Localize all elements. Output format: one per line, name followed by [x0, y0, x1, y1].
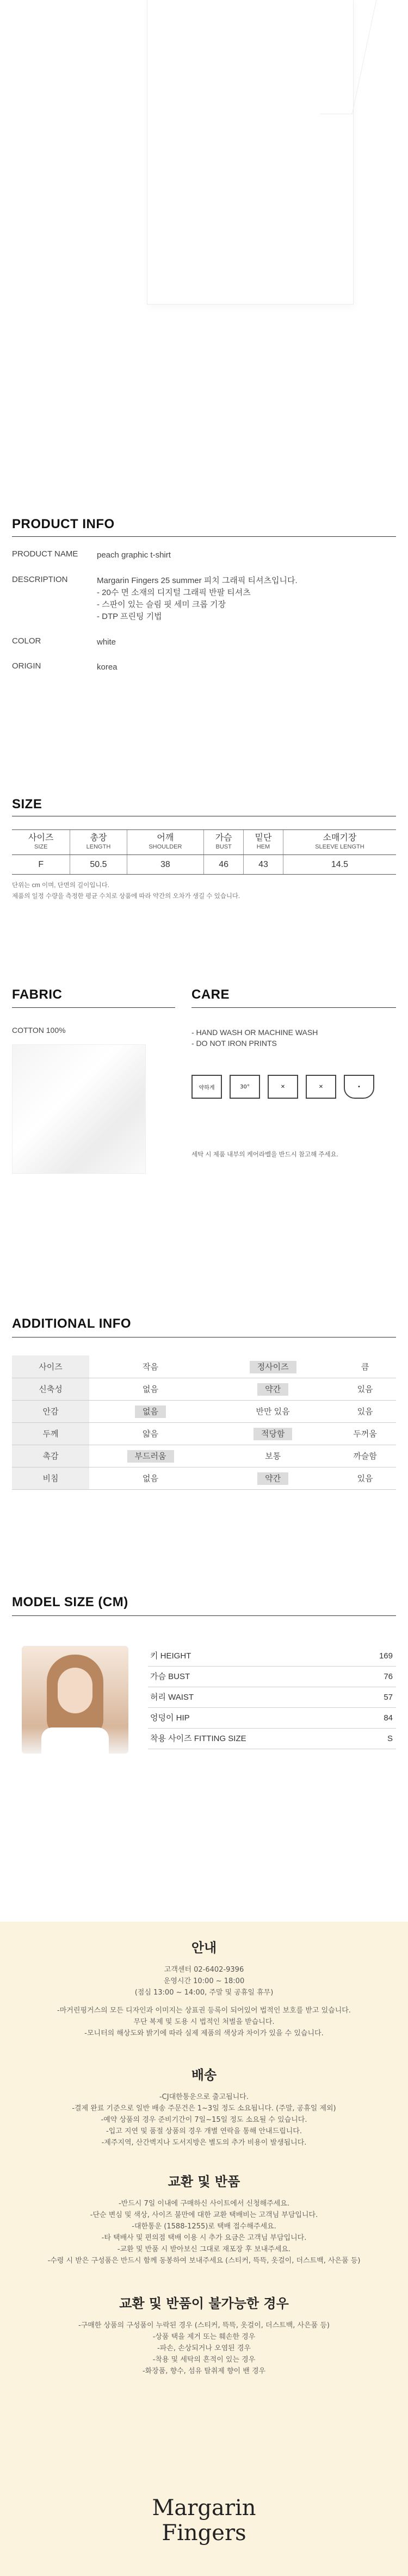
attr-option-selected: 약간 — [212, 1467, 334, 1489]
exchange-text: -반드시 7일 이내에 구매하신 사이트에서 신청해주세요. -단순 변심 및 색상, 사이즈 불만에 대한 교환 택배비는 고객님 부담입니다. -대한통운 (1588-1255)로 택배 접수해주세요. -타 택배사 및 편의점 택배 이용 시 추가 요금은 고객님 부담입니다. -교환 및 반품 시 받아보신 그대로 재포장 후 보내주세요. -수령 시 받은 구성품은 반드시 함께 동봉하여 보내주세요 (스티커, 뜩뜩, 옷걸이, 더스트백, 사은품 등) — [47, 2200, 361, 2265]
shoulder-header: 어깨 SHOULDER — [127, 830, 204, 855]
description-value — [97, 575, 391, 623]
attr-option-selected: 정사이즈 — [212, 1355, 334, 1378]
care-icons — [191, 1075, 374, 1099]
bust-header: 가슴 BUST — [204, 830, 244, 855]
guide-title: 안내 — [191, 1940, 217, 1955]
attr-option: 있음 — [334, 1378, 396, 1400]
care-item: - DO NOT IRON PRINTS — [191, 1039, 277, 1048]
additional-info-table — [12, 1355, 396, 1490]
hand-wash-icon: 약하게 — [191, 1075, 222, 1099]
table-row — [12, 1467, 396, 1489]
size-header: 사이즈 SIZE — [12, 830, 70, 855]
attr-label: 촉감 — [12, 1445, 89, 1467]
iron-low-icon: • — [344, 1075, 374, 1099]
model-face — [58, 1668, 92, 1713]
wash-30-icon: 30° — [230, 1075, 260, 1099]
model-row-height: 키 HEIGHT 169 — [148, 1646, 396, 1667]
size-note: 단위는 cm 이며, 단면의 길이입니다. — [12, 882, 109, 889]
fabric-composition: COTTON 100% — [12, 1026, 66, 1035]
attr-option-selected: 약간 — [212, 1378, 334, 1400]
description-line: - DTP 프린팅 기법 — [97, 612, 162, 621]
attr-option: 얇음 — [89, 1422, 212, 1445]
shipping-text: -CJ대한통운으로 출고됩니다. -결제 완료 기준으로 일반 배송 주문건은 1~3일 정도 소요됩니다. (주말, 공휴일 제외) -예약 상품의 경우 준비기간이 7일~15일 정도 소요될 수 있습니다. -입고 지연 및 품절 상품의 경우 개별 연락을 통해 안내드립니다. -제주지역, 산간벽지나 도서지방은 별도의 추가 비용이 발생됩니다. — [72, 2093, 336, 2147]
hem-cell: 43 — [244, 855, 283, 875]
care-item: - HAND WASH OR MACHINE WASH — [191, 1028, 318, 1037]
divider — [12, 1615, 396, 1616]
attr-option: 보통 — [212, 1445, 334, 1467]
attr-label: 비침 — [12, 1467, 89, 1489]
shipping-title: 배송 — [191, 2067, 217, 2083]
product-name-key: PRODUCT NAME — [12, 549, 78, 559]
model-top — [41, 1727, 109, 1754]
table-row — [12, 1422, 396, 1445]
origin-value: korea — [97, 662, 118, 672]
color-value: white — [97, 637, 116, 647]
attr-label: 신축성 — [12, 1378, 89, 1400]
model-row-hip: 엉덩이 HIP 84 — [148, 1708, 396, 1729]
bust-cell: 46 — [204, 855, 244, 875]
table-row — [12, 855, 396, 875]
attr-option-selected: 부드러움 — [89, 1445, 212, 1467]
description-line: Margarin Fingers 25 summer 피치 그래픽 티셔츠입니다. — [97, 576, 298, 585]
origin-key: ORIGIN — [12, 661, 41, 671]
attr-option: 없음 — [89, 1378, 212, 1400]
shoulder-cell: 38 — [127, 855, 204, 875]
fabric-closeup-image — [12, 1044, 146, 1174]
divider — [12, 536, 396, 537]
impossible-text: -구매한 상품의 구성품이 누락된 경우 (스티커, 뜩뜩, 옷걸이, 더스트백, 사은품 등) -상품 택을 제거 또는 훼손한 경우 -파손, 손상되거나 오염된 경우 -착용 및 세탁의 흔적이 있는 경우 -화장품, 향수, 섬유 탈취제 향이 밴 경우 — [78, 2321, 330, 2375]
description-key: DESCRIPTION — [12, 575, 68, 584]
brand-logo: Margarin Fingers — [152, 2496, 256, 2546]
table-row — [12, 1445, 396, 1467]
attr-label: 사이즈 — [12, 1355, 89, 1378]
guide-text: 고객센터 02-6402-9396 운영시간 10:00 ~ 18:00 (점심 13:00 ~ 14:00, 주말 및 공휴일 휴무) -마거린핑거스의 모든 디자인과 이미지는 상표권 등록이 되어있어 법적인 보호를 받고 있습니다. 무단 복제 및 도용 시 법적인 처벌을 받습니다. -모니터의 해상도와 밝기에 따라 실제 제품의 색상과 차이가 있을 수 있습니다. — [57, 1966, 351, 2038]
attr-label: 안감 — [12, 1400, 89, 1422]
table-row — [12, 1378, 396, 1400]
attr-label: 두께 — [12, 1422, 89, 1445]
no-bleach-icon: ✕ — [268, 1075, 298, 1099]
product-photo — [0, 0, 408, 305]
care-note: 세탁 시 제품 내부의 케어라벨을 반드시 참고해 주세요. — [191, 1151, 338, 1158]
table-row — [12, 1355, 396, 1378]
size-title: SIZE — [12, 797, 42, 812]
description-line: - 20수 면 소재의 디지털 그래픽 반팔 티셔츠 — [97, 588, 251, 597]
size-note: 제품의 일정 수량을 측정한 평균 수치로 상품에 따라 약간의 오차가 생길 수 있습니다. — [12, 893, 240, 900]
description-line: - 스판이 있는 슬림 핏 세미 크롭 기장 — [97, 600, 226, 609]
care-title: CARE — [191, 987, 230, 1002]
length-header: 총장 LENGTH — [70, 830, 127, 855]
attr-option-selected: 적당함 — [212, 1422, 334, 1445]
tshirt-body — [147, 0, 354, 305]
no-tumble-dry-icon: ✕ — [306, 1075, 336, 1099]
product-info-title: PRODUCT INFO — [12, 517, 115, 531]
attr-option: 반만 있음 — [212, 1400, 334, 1422]
attr-option: 있음 — [334, 1400, 396, 1422]
length-cell: 50.5 — [70, 855, 127, 875]
sleeve-length-cell: 14.5 — [283, 855, 396, 875]
hem-header: 밑단 HEM — [244, 830, 283, 855]
product-name-value: peach graphic t-shirt — [97, 550, 171, 560]
attr-option: 있음 — [334, 1467, 396, 1489]
model-photo — [22, 1646, 128, 1754]
attr-option: 없음 — [89, 1467, 212, 1489]
size-table — [12, 829, 396, 875]
model-row-waist: 허리 WAIST 57 — [148, 1687, 396, 1708]
exchange-title: 교환 및 반품 — [168, 2174, 240, 2189]
additional-info-title: ADDITIONAL INFO — [12, 1316, 132, 1331]
divider — [191, 1007, 396, 1008]
notice-section — [0, 1922, 408, 2576]
size-cell: F — [12, 855, 70, 875]
fabric-title: FABRIC — [12, 987, 63, 1002]
divider — [12, 1007, 175, 1008]
sleeve-length-header: 소매기장 SLEEVE LENGTH — [283, 830, 396, 855]
model-row-bust: 가슴 BUST 76 — [148, 1667, 396, 1687]
impossible-title: 교환 및 반품이 불가능한 경우 — [119, 2296, 289, 2311]
attr-option: 작음 — [89, 1355, 212, 1378]
size-notes — [12, 880, 240, 902]
size-header-row — [12, 830, 396, 855]
table-row — [12, 1400, 396, 1422]
care-list — [191, 1027, 318, 1049]
attr-option: 까슬함 — [334, 1445, 396, 1467]
model-size-title: MODEL SIZE (CM) — [12, 1595, 128, 1609]
attr-option: 두꺼움 — [334, 1422, 396, 1445]
attr-option: 큼 — [334, 1355, 396, 1378]
color-key: COLOR — [12, 636, 41, 646]
model-row-fitting-size: 착용 사이즈 FITTING SIZE S — [148, 1729, 396, 1749]
attr-option-selected: 없음 — [89, 1400, 212, 1422]
